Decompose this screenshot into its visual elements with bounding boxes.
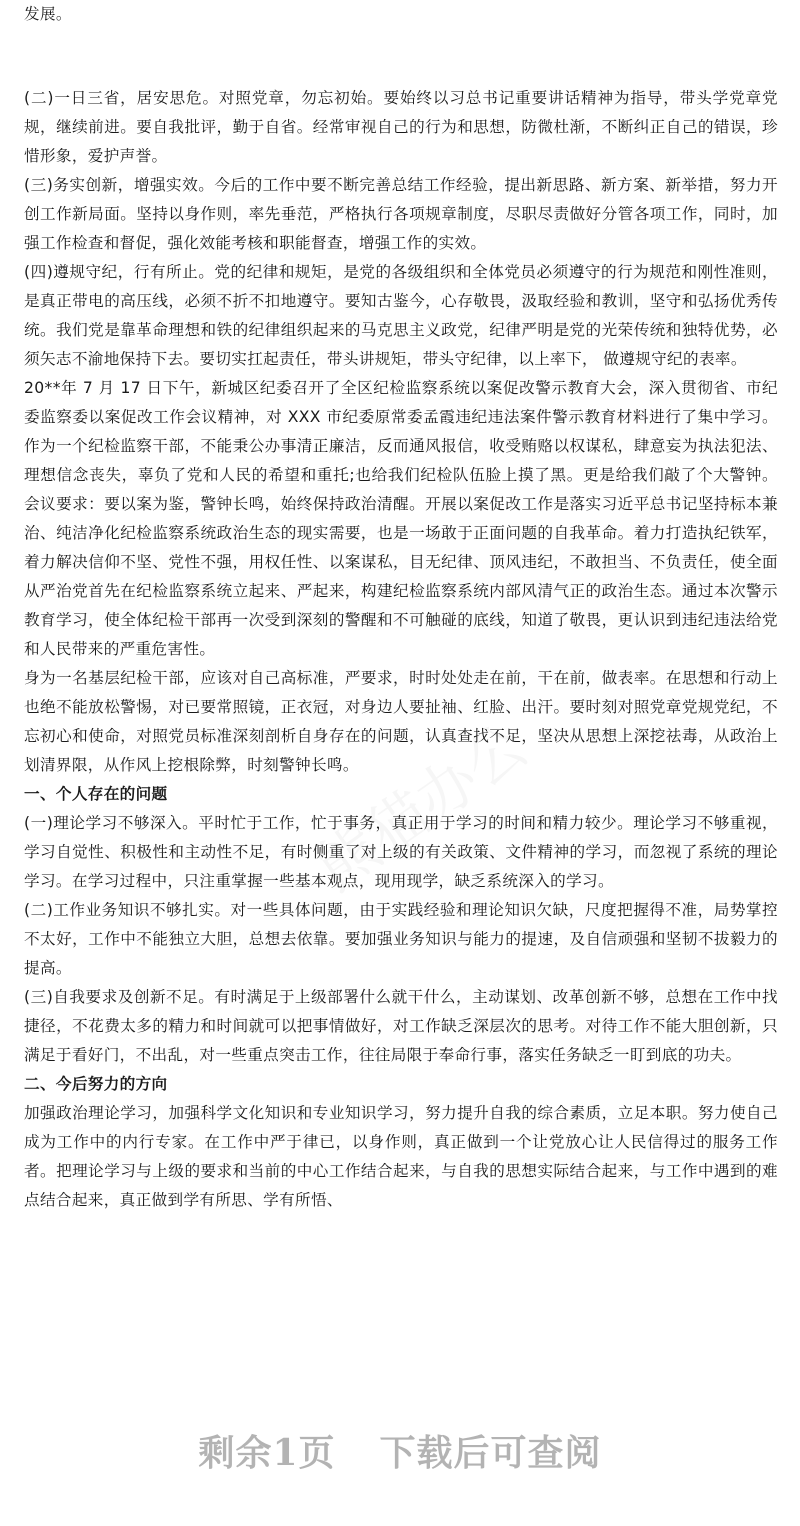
paragraph: (二)工作业务知识不够扎实。对一些具体问题，由于实践经验和理论知识欠缺，尺度把握得不准，局势掌控不太好，工作中不能独立大胆，总想去依靠。要加强业务知识与能力的提速，及自信顽强和坚韧不拔毅力的提高。 (24, 901, 778, 977)
blank-line (24, 58, 778, 84)
paragraph: 身为一名基层纪检干部，应该对自己高标准，严要求，时时处处走在前，干在前，做表率。在思想和行动上也绝不能放松警惕，对已要常照镜，正衣冠，对身边人要扯袖、红脸、出汗。要时刻对照党章党规党纪，不忘初心和使命，对照党员标准深刻剖析自身存在的问题，认真查找不足，坚决从思想上深挖祛毒，从政治上划清界限，从作风上挖根除弊，时刻警钟长鸣。 (24, 669, 778, 774)
download-banner-text[interactable] (198, 1418, 601, 1488)
paragraph: 20**年 7 月 17 日下午，新城区纪委召开了全区纪检监察系统以案促改警示教育大会，深入贯彻省、市纪委监察委以案促改工作会议精神，对 XXX 市纪委原常委孟霞违纪违法案件警示教育材料进行了集中学习。作为一个纪检监察干部，不能秉公办事清正廉洁，反而通风报信，收受贿赂以权谋私，肆意妄为执法犯法、理想信念丧失，辜负了党和人民的希望和重托;也给我们纪检队伍脸上摸了黑。更是给我们敲了个大警钟。会议要求：要以案为鉴，警钟长鸣，始终保持政治清醒。开展以案促改工作是落实习近平总书记坚持标本兼治、纯洁净化纪检监察系统政治生态的现实需要，也是一场敢于正面问题的自我革命。着力打造执纪铁军，着力解决信仰不坚、党性不强，用权任性、以案谋私，目无纪律、顶风违纪，不敢担当、不负责任，使全面从严治党首先在纪检监察系统立起来、严起来，构建纪检监察系统内部风清气正的政治生态。通过本次警示教育学习，使全体纪检干部再一次受到深刻的警醒和不可触碰的底线，知道了敬畏，更认识到违纪违法给党和人民带来的严重危害性。 (24, 379, 778, 658)
top-fragment (24, 0, 778, 29)
remaining-pages-label: 剩余1页 (198, 1432, 336, 1474)
section-heading: 二、今后努力的方向 (24, 1075, 168, 1093)
paragraph: 加强政治理论学习，加强科学文化知识和专业知识学习，努力提升自我的综合素质，立足本职。努力使自己成为工作中的内行专家。在工作中严于律已，以身作则，真正做到一个让党放心让人民信得过的服务工作者。把理论学习与上级的要求和当前的中心工作结合起来，与自我的思想实际结合起来，与工作中遇到的难点结合起来，真正做到学有所思、学有所悟、 (24, 1104, 778, 1209)
paragraph: (三)务实创新，增强实效。今后的工作中要不断完善总结工作经验，提出新思路、新方案、新举措，努力开创工作新局面。坚持以身作则，率先垂范，严格执行各项规章制度，尽职尽责做好分管各项工作，同时，加强工作检查和督促，强化效能考核和职能督查，增强工作的实效。 (24, 176, 778, 252)
section-heading: 一、个人存在的问题 (24, 785, 168, 803)
paragraph: (三)自我要求及创新不足。有时满足于上级部署什么就干什么，主动谋划、改革创新不够，总想在工作中找捷径，不花费太多的精力和时间就可以把事情做好，对工作缺乏深层次的思考。对待工作不能大胆创新，只满足于看好门，不出乱，对一些重点突击工作，往往局限于奉命行事，落实任务缺乏一盯到底的功夫。 (24, 988, 778, 1064)
paragraph-cutoff: 发展。 (24, 5, 72, 23)
download-banner[interactable] (0, 1418, 800, 1488)
paragraph: (二)一日三省，居安思危。对照党章，勿忘初始。要始终以习总书记重要讲话精神为指导，带头学党章党规，继续前进。要自我批评，勤于自省。经常审视自己的行为和思想，防微杜渐，不断纠正自己的错误，珍惜形象，爱护声誉。 (24, 89, 778, 165)
document-body (24, 0, 778, 1215)
paragraph: (一)理论学习不够深入。平时忙于工作，忙于事务，真正用于学习的时间和精力较少。理论学习不够重视，学习自觉性、积极性和主动性不足，有时侧重了对上级的有关政策、文件精神的学习，而忽视了系统的理论学习。在学习过程中，只注重掌握一些基本观点，现用现学，缺乏系统深入的学习。 (24, 814, 778, 890)
blank-line (24, 29, 778, 58)
paragraph: (四)遵规守纪，行有所止。党的纪律和规矩，是党的各级组织和全体党员必须遵守的行为规范和刚性准则，是真正带电的高压线，必须不折不扣地遵守。要知古鉴今，心存敬畏，汲取经验和教训，坚守和弘扬优秀传统。我们党是靠革命理想和铁的纪律组织起来的马克思主义政党，纪律严明是党的光荣传统和独特优势，必须矢志不渝地保持下去。要切实扛起责任，带头讲规矩，带头守纪律，以上率下， 做遵规守纪的表率。 (24, 263, 778, 368)
download-hint-label: 下载后可查阅 (379, 1432, 602, 1474)
